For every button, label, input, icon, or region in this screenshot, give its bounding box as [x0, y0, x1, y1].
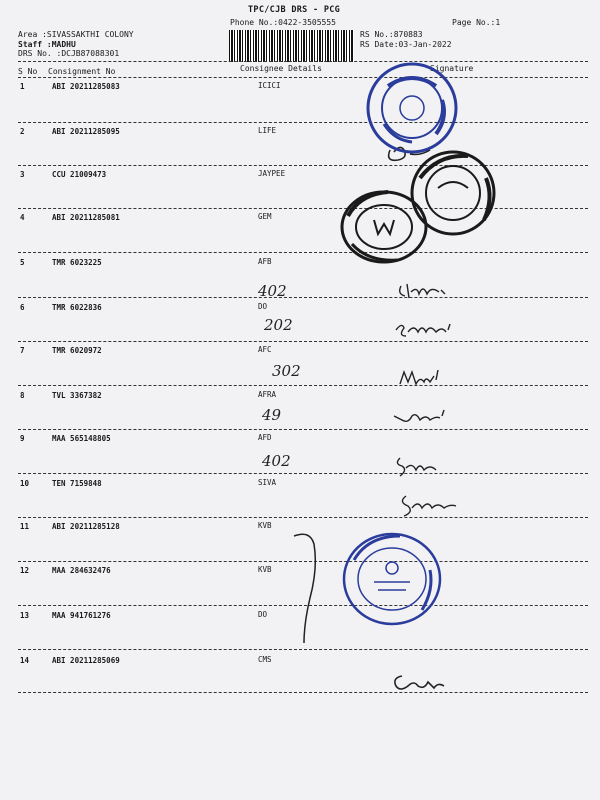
row-consignee: KVB — [258, 565, 272, 574]
row-consignee: SIVA — [258, 478, 277, 487]
area-label: Area :SIVASSAKTHI COLONY — [18, 30, 134, 39]
row-divider — [18, 341, 588, 342]
handwritten-number: 402 — [258, 282, 287, 300]
row-consignee: CMS — [258, 655, 272, 664]
gem-stamp — [338, 188, 430, 266]
row-divider — [18, 429, 588, 430]
row-sno: 5 — [20, 258, 25, 267]
row-sno: 12 — [20, 566, 30, 575]
row-consignment-no: TMR 6022836 — [52, 303, 102, 312]
row-consignment-no: ABI 20211285095 — [52, 127, 120, 136]
barcode — [229, 30, 354, 62]
row-consignee: DO — [258, 302, 268, 311]
rs-date: RS Date:03-Jan-2022 — [360, 40, 452, 49]
row-divider — [18, 473, 588, 474]
column-sno: S No — [18, 67, 38, 76]
document-title: TPC/CJB DRS - PCG — [248, 5, 341, 15]
row-sno: 4 — [20, 213, 25, 222]
signature-scribble — [395, 278, 455, 303]
row-sno: 11 — [20, 522, 30, 531]
row-sno: 8 — [20, 391, 25, 400]
phone-number: Phone No.:0422-3505555 — [230, 18, 336, 27]
row-divider — [18, 385, 588, 386]
row-consignment-no: TMR 6023225 — [52, 258, 102, 267]
page-number: Page No.:1 — [452, 18, 501, 27]
row-consignment-no: MAA 941761276 — [52, 611, 111, 620]
row-consignee: AFD — [258, 433, 272, 442]
row-divider — [18, 297, 588, 298]
row-sno: 2 — [20, 127, 25, 136]
row-consignee: KVB — [258, 521, 272, 530]
column-signature: Signature — [430, 64, 474, 73]
handwritten-number: 202 — [264, 316, 293, 334]
kvb-stamp — [340, 530, 444, 628]
header-rule-bottom — [18, 77, 588, 78]
handwritten-number: 402 — [262, 452, 291, 470]
handwritten-number: 302 — [272, 362, 301, 380]
signature-scribble — [392, 452, 452, 480]
signature-scribble — [388, 668, 448, 696]
icici-stamp — [364, 60, 460, 156]
row-sno: 13 — [20, 611, 30, 620]
row-divider — [18, 208, 588, 209]
row-sno: 9 — [20, 434, 25, 443]
table-bottom-rule — [18, 692, 588, 693]
signature-scribble — [396, 490, 466, 520]
row-divider — [18, 252, 588, 253]
row-consignment-no: MAA 565148805 — [52, 434, 111, 443]
row-divider — [18, 649, 588, 650]
signature-scribble — [392, 318, 462, 343]
row-divider — [18, 517, 588, 518]
row-divider — [18, 122, 588, 123]
column-consignee: Consignee Details — [240, 64, 322, 73]
row-consignee: LIFE — [258, 126, 277, 135]
row-consignment-no: TMR 6020972 — [52, 346, 102, 355]
signature-bracket — [290, 528, 330, 648]
row-divider — [18, 165, 588, 166]
column-consignment: Consignment No — [48, 67, 116, 76]
signature-scribble — [392, 406, 452, 430]
header-rule-top — [18, 61, 588, 62]
row-sno: 7 — [20, 346, 25, 355]
staff-label: Staff :MADHU — [18, 40, 76, 49]
row-consignee: JAYPEE — [258, 169, 286, 178]
row-consignee: AFC — [258, 345, 272, 354]
row-sno: 3 — [20, 170, 25, 179]
row-consignee: GEM — [258, 212, 272, 221]
row-sno: 6 — [20, 303, 25, 312]
row-consignee: AFRA — [258, 390, 277, 399]
row-consignee: AFB — [258, 257, 272, 266]
row-consignment-no: CCU 21009473 — [52, 170, 107, 179]
row-consignee: ICICI — [258, 81, 281, 90]
row-consignment-no: TEN 7159848 — [52, 479, 102, 488]
row-consignee: DO — [258, 610, 268, 619]
drs-number: DRS No. :DCJB87088301 — [18, 49, 120, 58]
row-sno: 10 — [20, 479, 30, 488]
signature-scribble — [396, 366, 446, 388]
row-sno: 14 — [20, 656, 30, 665]
handwritten-number: 49 — [262, 406, 282, 424]
row-consignment-no: ABI 20211285069 — [52, 656, 120, 665]
rs-number: RS No.:870883 — [360, 30, 423, 39]
row-consignment-no: ABI 20211285081 — [52, 213, 120, 222]
row-consignment-no: TVL 3367382 — [52, 391, 102, 400]
row-sno: 1 — [20, 82, 25, 91]
row-consignment-no: MAA 284632476 — [52, 566, 111, 575]
row-consignment-no: ABI 20211285128 — [52, 522, 120, 531]
row-consignment-no: ABI 20211285083 — [52, 82, 120, 91]
